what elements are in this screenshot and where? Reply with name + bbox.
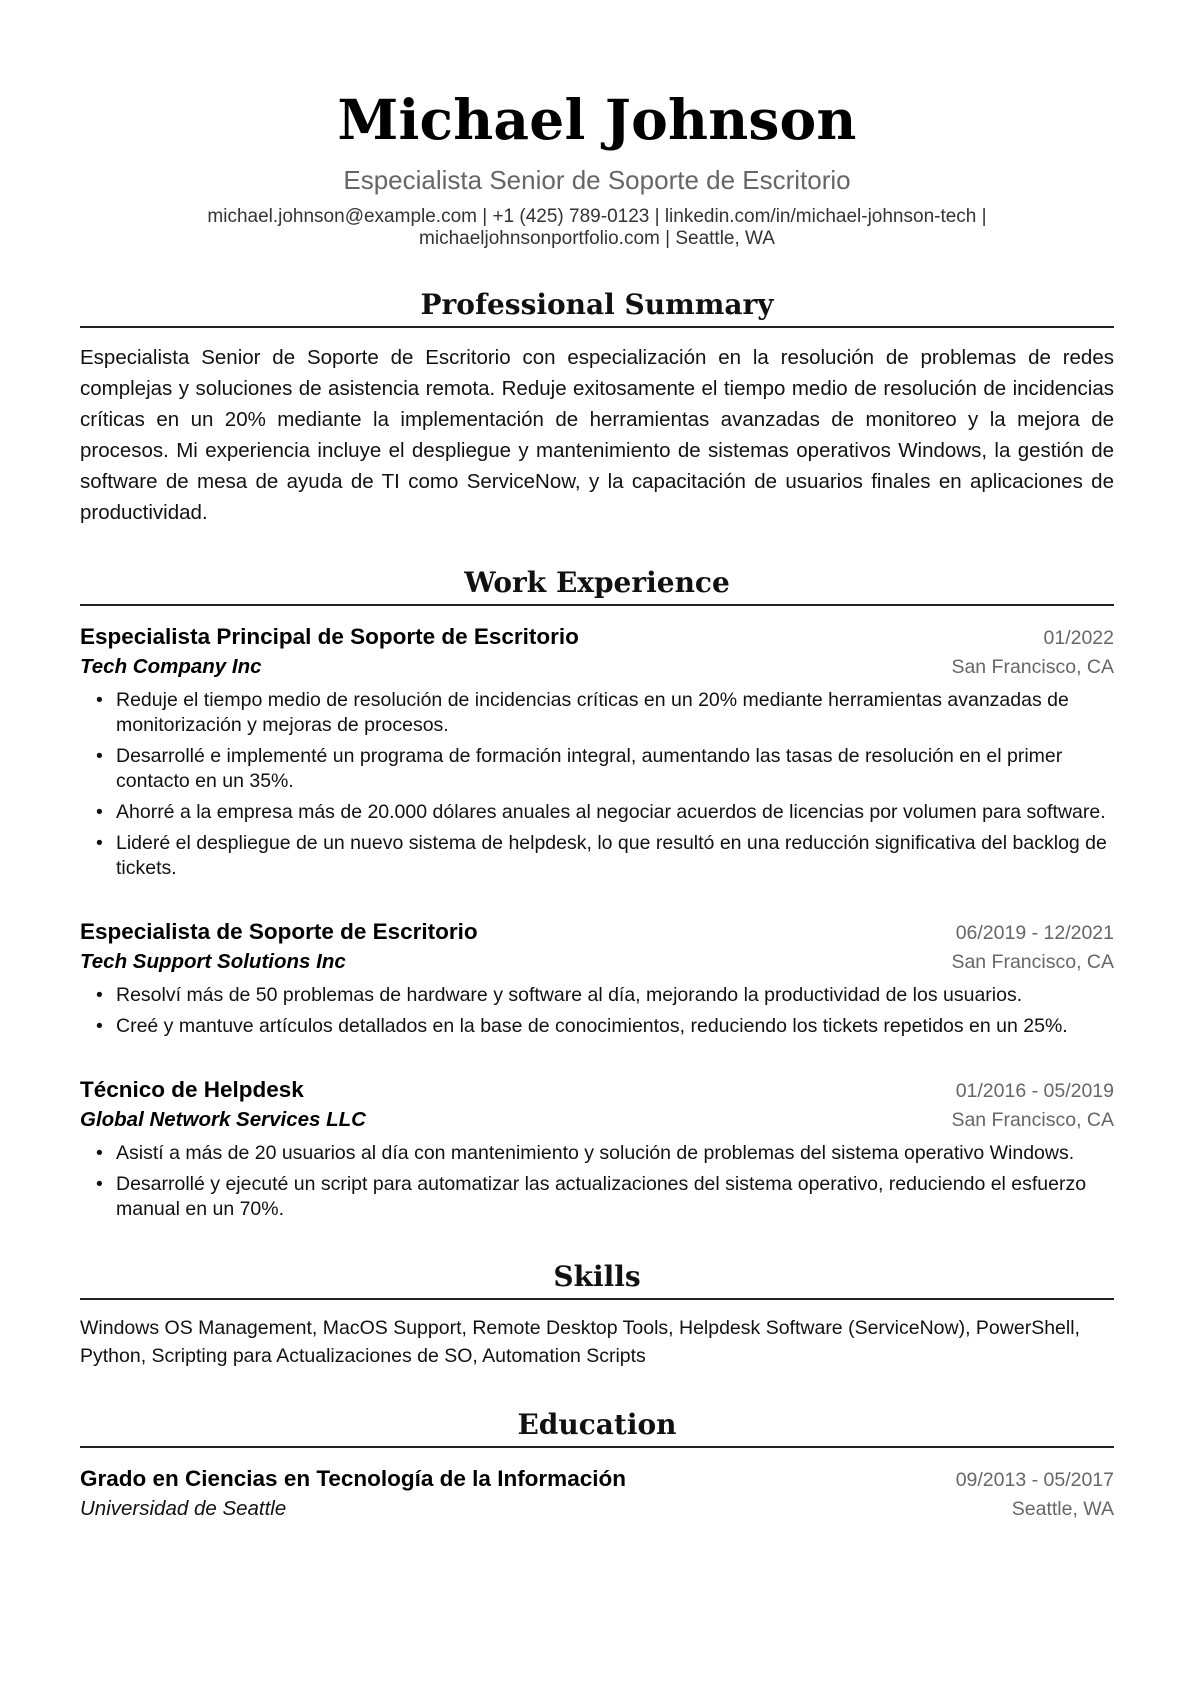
job-entry [80,1075,1114,1222]
job-bullet: • Creé y mantuve artículos detallados en la base de conocimientos, reduciendo los tickets repetidos en un 25%. [116,1014,1114,1039]
job-bullets [80,983,1114,1039]
summary-heading: Professional Summary [80,288,1114,328]
job-date: 06/2019 - 12/2021 [955,922,1114,944]
education-date: 09/2013 - 05/2017 [955,1469,1114,1491]
education-entry [80,1464,1114,1524]
job-location: San Francisco, CA [951,1109,1114,1131]
job-location: San Francisco, CA [951,656,1114,678]
job-company: Tech Company Inc [80,655,262,678]
skills-heading: Skills [80,1260,1114,1300]
job-date: 01/2016 - 05/2019 [955,1080,1114,1102]
experience-heading: Work Experience [80,566,1114,606]
job-entry [80,917,1114,1039]
resume-page [80,0,1114,1524]
job-bullet: • Reduje el tiempo medio de resolución de incidencias críticas en un 20% mediante herramientas avanzadas de monitorización y mejoras de procesos. [116,688,1114,738]
job-company: Global Network Services LLC [80,1108,366,1131]
job-bullet: • Resolví más de 50 problemas de hardware y software al día, mejorando la productividad de los usuarios. [116,983,1114,1008]
job-bullet: • Ahorré a la empresa más de 20.000 dólares anuales al negociar acuerdos de licencias por volumen para software. [116,800,1114,825]
education-location: Seattle, WA [1011,1498,1114,1520]
experience-section [80,566,1114,1222]
contact-line-2: michaeljohnsonportfolio.com | Seattle, WA [419,228,775,249]
summary-text: Especialista Senior de Soporte de Escritorio con especialización en la resolución de problemas de redes complejas y soluciones de asistencia remota. Reduje exitosamente el tiempo medio de resolución de incidencias críticas en un 20% mediante la implementación de herramientas avanzadas de monitoreo y la mejora de procesos. Mi experiencia incluye el despliegue y mantenimiento de sistemas operativos Windows, la gestión de software de mesa de ayuda de TI como ServiceNow, y la capacitación de usuarios finales en aplicaciones de productividad. [80,346,1114,524]
candidate-name: Michael Johnson [337,87,857,152]
job-bullet: • Lideré el despliegue de un nuevo sistema de helpdesk, lo que resultó en una reducción significativa del backlog de tickets. [116,831,1114,881]
job-bullet: • Desarrollé e implementé un programa de formación integral, aumentando las tasas de resolución en el primer contacto en un 35%. [116,744,1114,794]
contact-info [80,206,1114,250]
job-title: Especialista de Soporte de Escritorio [80,919,478,944]
skills-text: Windows OS Management, MacOS Support, Remote Desktop Tools, Helpdesk Software (ServiceNow), PowerShell, Python, Scripting para Actualizaciones de SO, Automation Scripts [80,1317,1080,1367]
education-school: Universidad de Seattle [80,1497,287,1520]
education-degree: Grado en Ciencias en Tecnología de la Información [80,1466,626,1491]
candidate-title: Especialista Senior de Soporte de Escritorio [343,165,851,195]
job-location: San Francisco, CA [951,951,1114,973]
skills-section [80,1260,1114,1370]
summary-section [80,288,1114,528]
job-company: Tech Support Solutions Inc [80,950,346,973]
job-bullets [80,688,1114,881]
job-date: 01/2022 [1043,627,1114,649]
job-title: Técnico de Helpdesk [80,1077,304,1102]
job-bullet: • Desarrollé y ejecuté un script para automatizar las actualizaciones del sistema operativo, reduciendo el esfuerzo manual en un 70%. [116,1172,1114,1222]
education-section [80,1408,1114,1524]
job-bullets [80,1141,1114,1222]
education-heading: Education [80,1408,1114,1448]
job-title: Especialista Principal de Soporte de Escritorio [80,624,579,649]
contact-line-1: michael.johnson@example.com | +1 (425) 789-0123 | linkedin.com/in/michael-johnson-tech | [207,206,987,227]
job-bullet: • Asistí a más de 20 usuarios al día con mantenimiento y solución de problemas del sistema operativo Windows. [116,1141,1114,1166]
job-entry [80,622,1114,881]
